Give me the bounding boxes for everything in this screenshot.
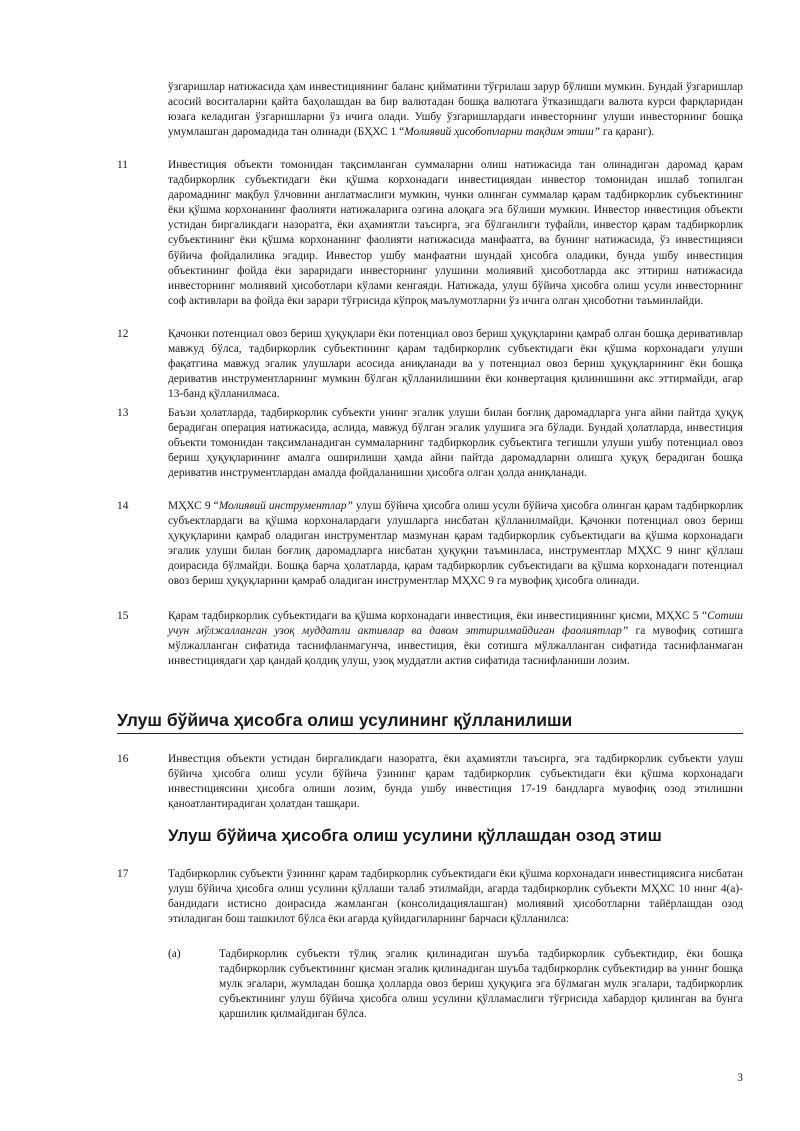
- paragraph-text: [168, 609, 743, 669]
- paragraph-number: 11: [117, 159, 128, 171]
- paragraph-text-end: га мувофиқ сотишга мўлжалланган сифатида таснифланмагунча, инвестиция, ёки сотишга мўлжалланган сифатида таснифланмаган инвестициядаги ҳар қандай қолдиқ улуш, узоқ муддатли актив сифатида таснифланиши лозим.: [168, 625, 743, 668]
- italic-ref: Молиявий инструментлар”: [218, 500, 353, 512]
- paragraph-number: 17: [117, 868, 129, 880]
- paragraph-text: Қачонки потенциал овоз бериш ҳуқуқлари ёки потенциал овоз бериш ҳуқуқларини қамраб олган бошқа деривативлар мавжуд бўлса, тадбиркорлик субъектининг қарам тадбиркорлик субъектидаги ёки қўшма корхонадаги улуши фақатгина мавжуд эгалик улушлари асосида аниқланади ва у потенциал овоз бериш ҳуқуқларининг ёки бошқа дериватив инструментларнинг мумкин бўлган қўлланилишини ёки конвертация қилинишини акс эттирмайди, агар 13-банд қўлланилмаса.: [168, 328, 743, 401]
- intro-italic-ref: Молиявий ҳисоботларни тақдим этиш”: [404, 126, 601, 139]
- subsection-heading: Улуш бўйича ҳисобга олиш усулини қўллашдан озод этиш: [168, 826, 662, 845]
- paragraph-number: 12: [117, 328, 129, 340]
- intro-text-end: га қаранг).: [600, 126, 655, 139]
- paragraph-text-start: МҲХС 9 “: [168, 500, 219, 512]
- page-number: 3: [737, 1072, 743, 1084]
- paragraph-number: 13: [117, 407, 129, 419]
- subparagraph-label: (a): [168, 948, 181, 960]
- paragraph-text: Инвестиция объекти томонидан тақсимланган суммаларни олиш натижасида тан олинадиган даромад қарам тадбиркорлик субъектидаги ёки қўшма корхонадаги инвестициядан инвестор томонидан ишлаб топилган даромаднинг мақбул ўлчовини англатмаслиги мумкин, чунки олинган суммалар қарам тадбиркорлик субъектининг ёки қўшма корхонанинг фаолияти натижаларига озгина алоқага эга бўлиши мумкин. Инвестор инвестиция объекти устидан биргаликдаги назоратга, ёки аҳамиятли таъсирга, эга бўлганлиги туфайли, инвестор қарам тадбиркорлик субъектининг ёки қўшма корхонанинг фаолияти натижасида манфаатга, ва бунинг натижасида, ўз инвестицияси бўйича фойдалилика эгадир. Инвестор ушбу манфаатни шундай ҳисобга оладики, бунда ушбу инвестиция объектининг фойда ёки зараридаги инвесторнинг улушини молиявий ҳисоботларда акс эттириш натижасида инвесторнинг молиявий ҳисоботлари кўлами кенгаяди. Натижада, улуш бўйича ҳисобга олиш усули инвесторнинг соф активлари ва фойда ёки зарари тўғрисида кўпроқ маълумотларни ўз ичига олган ҳисоботни таъминлайди.: [168, 159, 743, 307]
- paragraph-text-end: улуш бўйича ҳисобга олиш усули бўйича ҳисобга олинган қарам тадбиркорлик субъектлардаги ва қўшма корхоналардаги улушларга нисбатан қўлланилмайди. Қачонки потенциал овоз бериш ҳуқуқларини қамраб оладиган инструментлар мазмунан қарам тадбиркорлик субъектидаги ва қўшма корхонадаги эгалик улуши билан боғлиқ даромадларга нисбатан ҳуқуқни таъминласа, инструментлар МҲХС 9 нинг қўллаш доирасида бўлмайди. Бошқа барча ҳолатларда, қарам тадбиркорлик субъектидаги ва қўшма корхонадаги потенциал овоз бериш ҳуқуқларини қамраб оладиган инструментлар МҲХС 9 га мувофиқ ҳисобга олинади.: [168, 500, 743, 588]
- intro-text: ўзгаришлар натижасида ҳам инвестициянинг баланс қийматини тўғрилаш зарур бўлиши мумкин. Бундай ўзгаришлар асосий воситаларни қайта баҳолашдан ва бир валютадан бошқа валютага ўтказишдаги валюта курси фарқларидан юзага келадиган ўзгаришларни ўз ичига олади. Ушбу ўзгаришлардаги инвесторнинг улуши инвесторнинг бошқа умумлашган даромадида тан олинади (БҲХС 1 “: [168, 81, 743, 139]
- paragraph-number: 16: [117, 753, 129, 765]
- section-heading: Улуш бўйича ҳисобга олиш усулининг қўлланилиши: [117, 708, 743, 734]
- paragraph-text: Тадбиркорлик субъекти ўзининг қарам тадбиркорлик субъектидаги ёки қўшма корхонадаги инвестициясига нисбатан улуш бўйича ҳисобга олиш усулини қўллаши талаб этилмайди, агарда тадбиркорлик субъекти МҲХС 10 нинг 4(а)-бандидаги истисно доирасида жамланган (консолидациялашган) молиявий ҳисоботларни тайёрлашдан озод этиладиган бош ташкилот бўлса ёки агарда қуйидагиларнинг барчаси қўлланилса:: [168, 868, 743, 926]
- paragraph-text: Баъзи ҳолатларда, тадбиркорлик субъекти унинг эгалик улуши билан боғлиқ даромадларга унга айни пайтда ҳуқуқ берадиган операция натижасида, аслида, мавжуд бўлган эгалик улушига эга бўлади. Бундай ҳолатларда, инвестиция объекти томонидан тақсимланадиган суммаларнинг тадбиркорлик субъектига тегишли улуши ушбу потенциал овоз бериш ҳуқуқларининг амалга оширилиши ҳамда айни пайтда даромадларни олишга ҳуқуқ берадиган бошқа дериватив инструментлардан амалда фойдаланишни ҳисобга олган ҳолда аниқланади.: [168, 407, 743, 480]
- paragraph-text-start: Қарам тадбиркорлик субъектидаги ва қўшма корхонадаги инвестиция, ёки инвестициянинг қисми, МҲХС 5 “: [168, 610, 708, 622]
- paragraph-text: Инвестция объекти устидан биргаликдаги назоратга, ёки аҳамиятли таъсирга, эга тадбиркорлик субъекти улуш бўйича ҳисобга олиш усули бўйича ўзининг қарам тадбиркорлик субъектидаги ёки қўшма корхонадаги инвестициясини ҳисобга олиши лозим, бунда ушбу инвестиция 17-19 бандларга мувофиқ озод этилишни қаноатлантирадиган ҳолатдан ташқари.: [168, 753, 743, 811]
- paragraph-number: 14: [117, 500, 129, 512]
- paragraph-number: 15: [117, 610, 129, 622]
- subparagraph-text: Тадбиркорлик субъекти тўлиқ эгалик қилинадиган шуъба тадбиркорлик субъектидир, ёки бошқа тадбиркорлик субъектининг қисман эгалик қилинадиган шуъба тадбиркорлик субъектидир ва унинг бошқа мулк эгалари, жумладан бошқа ҳолларда овоз бериш ҳуқуқига эга бўлмаган мулк эгалари, тадбиркорлик субъектининг улуш бўйича ҳисобга олиш усулини қўлламаслиги тўғрисида хабардор қилинган ва бунга қаршилик қилмайдиган бўлса.: [219, 948, 743, 1021]
- paragraph-text: [168, 499, 743, 590]
- italic-ref: Сотиш учун мўлжалланган узоқ муддатли активлар ва давом эттирилмайдиган фаолиятлар”: [168, 610, 743, 638]
- intro-paragraph: [168, 80, 743, 140]
